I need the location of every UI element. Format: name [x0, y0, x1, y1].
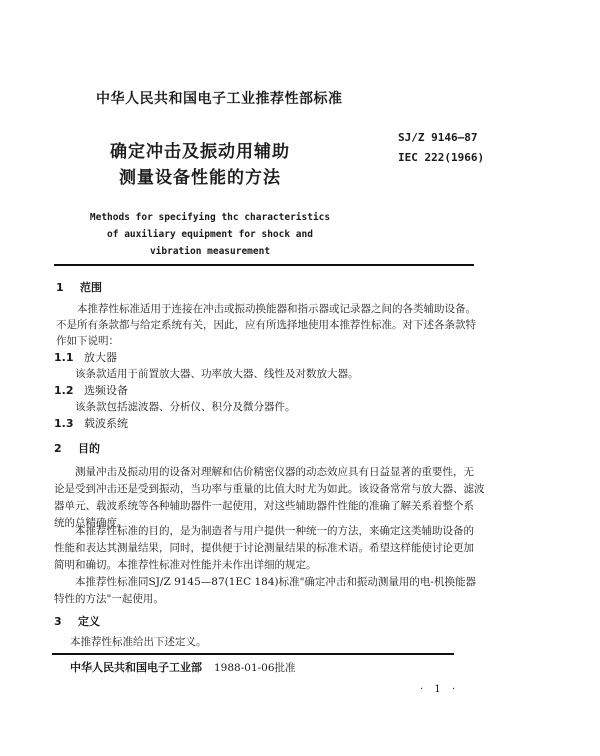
section-title: 目的 [78, 442, 100, 455]
title-en-line3: vibration measurement [149, 246, 271, 257]
footer-ministry: 中华人民共和国电子工业部 [70, 661, 202, 674]
footer-divider [52, 653, 454, 655]
subsection-1-1-text: 该条款适用于前置放大器、功率放大器、线性及对数放大器。 [75, 368, 359, 380]
subsection-number: 1.1 [54, 351, 74, 364]
standard-code: SJ/Z 9146—87 [398, 131, 478, 144]
subsection-title: 选频设备 [84, 384, 128, 397]
section-2-p1-line1: 测量冲击及振动用的设备对理解和估价精密仪器的动态效应具有日益显著的重要性，无 [75, 466, 474, 478]
section-2-p1-line2: 论是受到冲击还是受到振动，当功率与重量的比值大时尤为如此。该设备常常与放大器、滤波 [54, 483, 485, 495]
section-3-para-line1: 本推荐性标准给出下述定义。 [70, 636, 207, 648]
section-2-p2-line1: 本推荐性标准的目的，是为制造者与用户提供一种统一的方法，来确定这类辅助设备的 [75, 525, 474, 537]
section-2-p3-line1: 本推荐性标准同SJ/Z 9145—87(1EC 184)标准"确定冲击和振动测量用的电-机换能器 [75, 576, 476, 588]
subsection-number: 1.2 [54, 384, 74, 397]
subsection-title: 放大器 [84, 351, 117, 364]
section-2-heading [54, 440, 100, 456]
title-cn-line2: 测量设备性能的方法 [119, 168, 281, 188]
title-cn-line1: 确定冲击及振动用辅助 [110, 142, 290, 162]
section-1-para-line2: 不是所有条款都与给定系统有关，因此，应有所选择地使用本推荐性标准。对下述各条款特 [56, 319, 476, 331]
section-2-p2-line3: 简明和确切。本推荐性标准对性能并未作出详细的规定。 [54, 559, 317, 571]
section-title: 范围 [80, 281, 102, 294]
section-2-p1-line3: 器单元、载波系统等各种辅助器件一起使用，对这些辅助器件性能的准确了解关系着整个系 [54, 500, 474, 512]
header-divider [54, 264, 474, 266]
section-2-p3-line2: 特性的方法"一起使用。 [54, 593, 164, 605]
section-number: 3 [54, 615, 62, 628]
subsection-1-3-heading [54, 415, 128, 431]
section-1-para-line3: 作如下说明： [56, 335, 119, 347]
section-title: 定义 [78, 615, 100, 628]
ministry-standard-header: 中华人民共和国电子工业推荐性部标准 [96, 91, 343, 107]
title-en-line1: Methods for specifying thc characteristics [89, 212, 331, 223]
subsection-number: 1.3 [54, 417, 74, 430]
section-3-heading [54, 613, 100, 629]
subsection-1-2-text: 该条款包括滤波器、分析仪、积分及微分器件。 [75, 401, 296, 413]
section-1-para-line1: 本推荐性标准适用于连接在冲击或振动换能器和指示器或记录器之间的各类辅助设备。 [77, 303, 476, 315]
subsection-title: 载波系统 [84, 417, 128, 430]
section-1-heading [56, 279, 102, 295]
footer-approval-line [70, 659, 296, 675]
subsection-1-2-heading [54, 382, 128, 398]
section-2-p2-line2: 性能和表达其测量结果，同时，提供便于讨论测量结果的标准术语。希望这样能使讨论更加 [54, 542, 474, 554]
subsection-1-1-heading [54, 349, 117, 365]
title-en-line2: of auxiliary equipment for shock and [107, 229, 313, 240]
page-number: · 1 · [420, 684, 460, 695]
footer-approval-date: 1988-01-06批准 [214, 662, 296, 674]
section-number: 2 [54, 442, 62, 455]
section-number: 1 [56, 281, 64, 294]
section-2-p1-line4: 统的总精确度。 [54, 517, 128, 529]
iec-code: IEC 222(1966) [398, 151, 485, 164]
